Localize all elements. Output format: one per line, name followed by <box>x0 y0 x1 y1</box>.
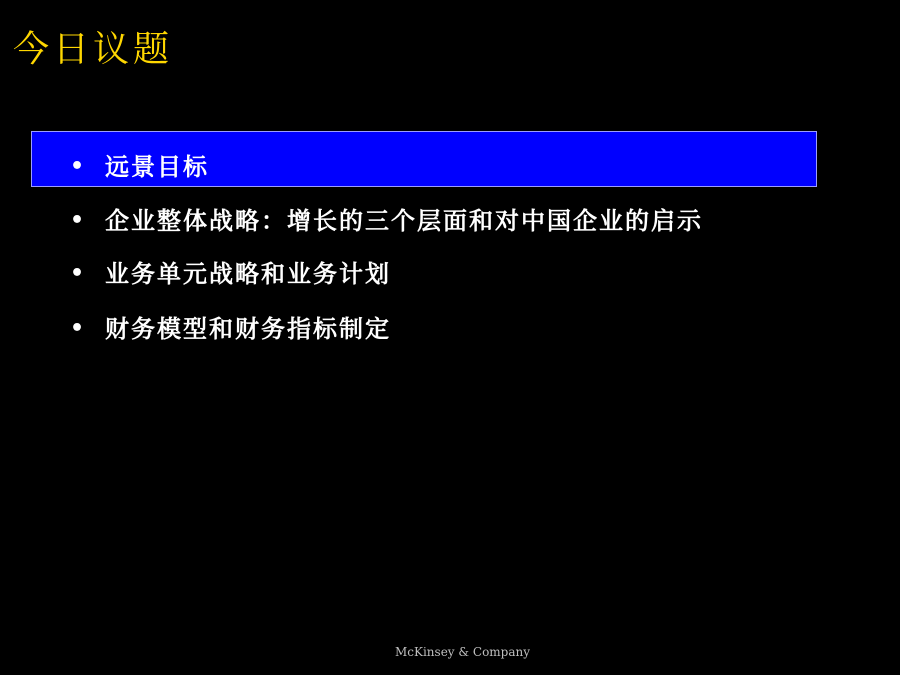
agenda-item-label: 企业整体战略：增长的三个层面和对中国企业的启示 <box>105 207 703 235</box>
mckinsey-logo: McKinsey & Company <box>395 645 531 659</box>
agenda-item-label: 远景目标 <box>105 153 209 181</box>
agenda-item-label: 财务模型和财务指标制定 <box>105 315 391 343</box>
agenda-item-label: 业务单元战略和业务计划 <box>105 260 391 288</box>
slide-title: 今日议题 <box>13 29 174 70</box>
bullet-icon: • <box>70 208 85 233</box>
bullet-icon: • <box>70 261 85 286</box>
bullet-icon: • <box>70 316 85 341</box>
bullet-icon: • <box>70 154 85 179</box>
